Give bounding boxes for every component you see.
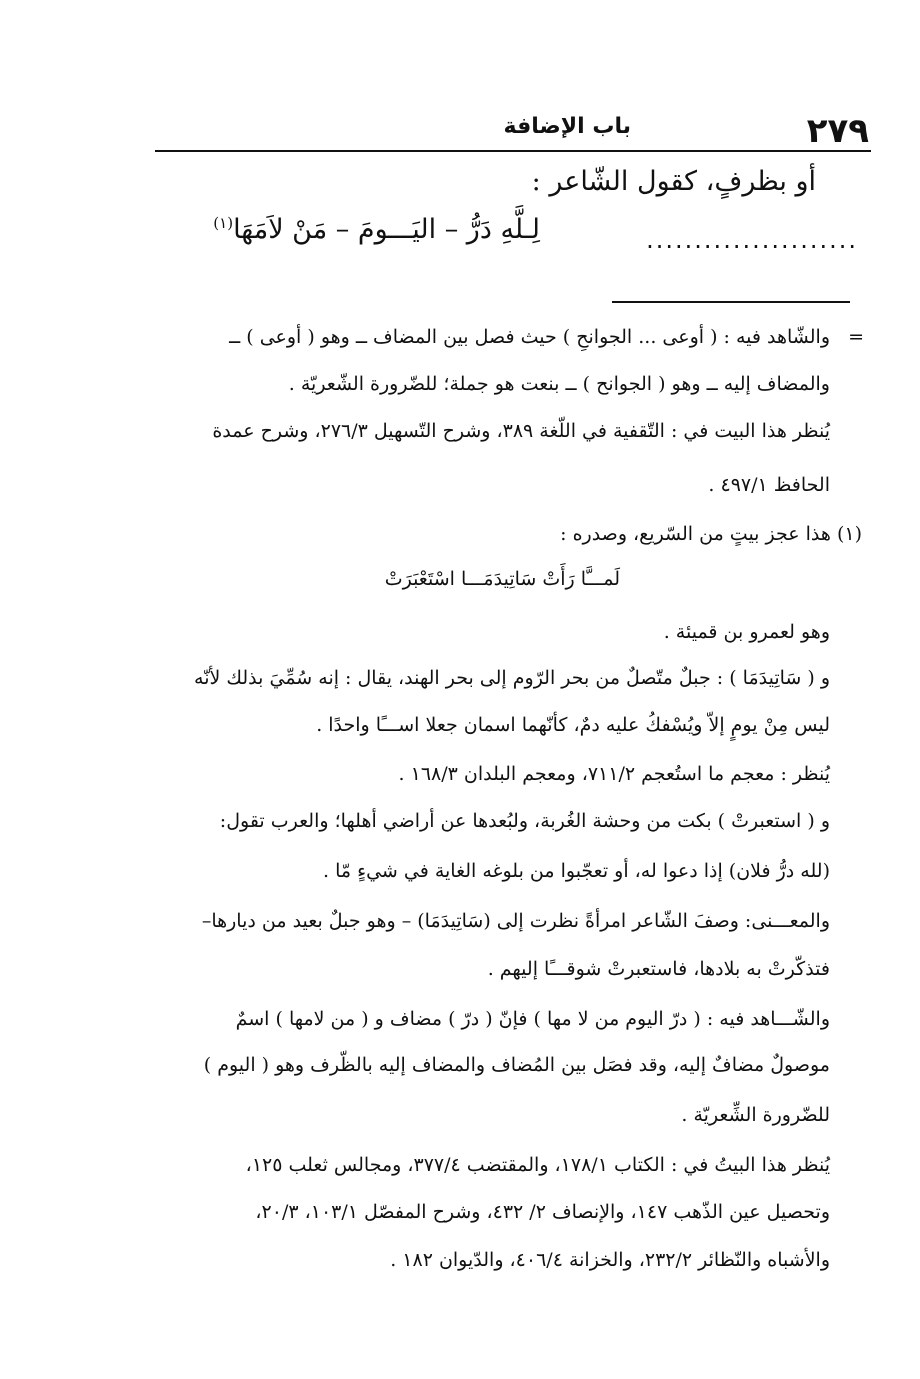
footnote-line: موصولٌ مضافٌ إليه، وقد فصَل بين المُضاف والمضاف إليه بالظّرف وهو ( اليوم ): [203, 1054, 830, 1076]
footnote-line: والمعـــنى: وصفَ الشّاعر امرأةً نظرت إلى (سَاتِيدَمَا) – وهو جبلٌ بعيد من ديارها–: [201, 910, 830, 932]
footnote-line: (١) هذا عجز بيتٍ من السّريع، وصدره :: [560, 523, 862, 545]
header-rule: [155, 150, 871, 152]
footnote-line: فتذكّرتْ به بلادها، فاستعبرتْ شوقـــًا إليهم .: [487, 958, 830, 980]
footnote-line: والشّاهد فيه : ( أوعى ... الجوانحِ ) حيث فصل بين المضاف ــ وهو ( أوعى ) ــ: [229, 326, 830, 348]
footnote-line: و ( استعبرتْ ) بكت من وحشة الغُربة، ولبُعدها عن أراضي أهلها؛ والعرب تقول:: [219, 810, 830, 832]
main-intro-line: أو بظرفٍ، كقول الشّاعر :: [531, 166, 816, 197]
footnote-verse-line: لَمـــَّا رَأَتْ سَاتِيدَمَـــا اسْتَعْبَرَتْ: [384, 568, 620, 590]
footnote-line: يُنظر هذا البيتُ في : الكتاب ١٧٨/١، والمقتضب ٣٧٧/٤، ومجالس ثعلب ١٢٥،: [245, 1154, 830, 1176]
footnote-line: وتحصيل عين الذّهب ١٤٧، والإنصاف ٢/ ٤٣٢، وشرح المفصّل ١٠٣/١، ٢٠/٣،: [255, 1201, 830, 1223]
footnote-line: ليس مِنْ يومٍ إلاّ ويُسْفكُ عليه دمٌ، كأنّهما اسمان جعلا اســـًا واحدًا .: [316, 714, 830, 736]
footnote-line: يُنظر هذا البيت في : التّقفية في اللّغة ٣٨٩، وشرح التّسهيل ٢٧٦/٣، وشرح عمدة: [212, 420, 830, 442]
page-header: [155, 108, 871, 150]
footnote-line: للضّرورة الشِّعريّة .: [681, 1104, 830, 1126]
footnote-reference: (١): [213, 214, 234, 232]
footnote-rule: [612, 301, 850, 303]
page-number: ٢٧٩: [806, 111, 869, 151]
footnote-line: يُنظر : معجم ما استُعجم ٧١١/٢، ومعجم البلدان ١٦٨/٣ .: [398, 763, 830, 785]
verse-text: لِـلَّهِ دَرُّ – اليَـــومَ – مَنْ لاَمَهَا: [233, 214, 540, 245]
footnote-line: والشّـــاهد فيه : ( درّ اليوم من لا مها ) فإنّ ( درّ ) مضاف و ( من لامها ) اسمٌ: [235, 1008, 830, 1030]
verse-hemistich: [213, 214, 540, 246]
footnote-line: الحافظ ٤٩٧/١ .: [708, 474, 830, 496]
carry-over-marker: =: [848, 326, 864, 348]
verse-dots: ......................: [646, 226, 858, 254]
footnote-line: والمضاف إليه ــ وهو ( الجوانح ) ــ بنعت هو جملة؛ للضّرورة الشّعريّة .: [288, 373, 830, 395]
running-head: باب الإضافة: [503, 114, 631, 139]
footnote-line: والأشباه والنّظائر ٢٣٢/٢، والخزانة ٤٠٦/٤، والدّيوان ١٨٢ .: [390, 1249, 830, 1271]
footnote-line: (لله درُّ فلان) إذا دعوا له، أو تعجّبوا من بلوغه الغاية في شيءٍ مّا .: [323, 860, 830, 882]
footnote-line: وهو لعمرو بن قميئة .: [663, 621, 830, 643]
footnote-line: و ( سَاتِيدَمَا ) : جبلٌ متّصلٌ من بحر الرّوم إلى بحر الهند، يقال : إنه سُمِّيَ بذلك لأنّه: [194, 667, 830, 689]
